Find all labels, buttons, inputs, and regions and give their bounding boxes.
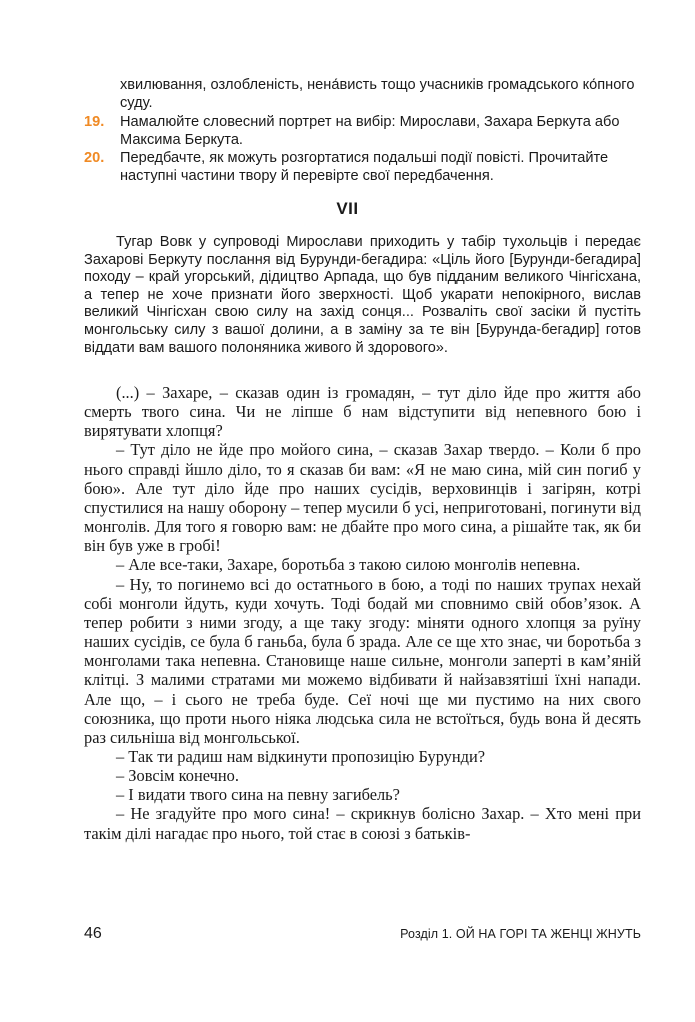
story-paragraph: – І видати твого сина на певну загибель? xyxy=(116,785,400,805)
question-text: Передбачте, як можуть розгортатися подальші події повісті. Прочитайте наступні частини твору й перевірте свої передбачення. xyxy=(120,150,609,185)
story-paragraph: – Але все-таки, Захаре, боротьба з такою силою монголів непевна. xyxy=(116,555,581,575)
summary-paragraph: Тугар Вовк у супроводі Мирослави приходить у табір тухольців і передає Захарові Беркуту послання від Бурунди-бегадира: «Ціль його [Бурунди-бегадира] походу – край угорський, дідицтво Арпада, що був підданим великого Чінгісхана, а тепер не хоче признати його зверхності. Щоб укарати непокірного, вислав великий Чінгісхан свою силу на захід сонця... Розваліть свої засіки й пустіть монгольську силу з вашої долини, а в заміну за те він [Бурунда-бегадир] готов віддати вам вашого полоняника живого й здорового». xyxy=(84,234,641,356)
continuation-text: хвилювання, озлобленість, нена́висть тощо учасників громадського ко́пного суду. xyxy=(120,77,635,112)
story-paragraph: – Зовсім конечно. xyxy=(116,766,239,786)
section-title: VII xyxy=(336,199,359,218)
question-number: 20. xyxy=(84,150,105,167)
story-paragraph: – Не згадуйте про мого сина! – скрикнув болісно Захар. – Хто мені при такім ділі нагадає про нього, той стає в союзі з батьків- xyxy=(84,804,641,843)
questions-block xyxy=(0,76,695,186)
story-paragraph: – Тут діло не йде про мойого сина, – сказав Захар твердо. – Коли б про нього справді йшло діло, то я сказав би вам: «Я не маю сина, мій син погиб у бою». Але тут діло йде про наших сусідів, верховинців і загірян, котрі спустилися на нашу оборону – тепер мусили б усі, неприготовані, погинути від монголів. Для того я говорю вам: не дбайте про мого сина, а рішайте так, як би він був уже в гробі! xyxy=(84,440,641,556)
story-paragraph: – Так ти радиш нам відкинути пропозицію Бурунди? xyxy=(116,746,486,766)
question-text: Намалюйте словесний портрет на вибір: Мирослави, Захара Беркута або Максима Беркута. xyxy=(120,113,620,148)
previous-item-continuation xyxy=(0,76,695,113)
chapter-summary xyxy=(84,234,641,357)
story-paragraph: (...) – Захаре, – сказав один із громадян, – тут діло йде про життя або смерть твого сина. Чи не ліпше б нам відступити від непевного бою і вирятувати хлопця? xyxy=(84,383,641,441)
question-item xyxy=(0,149,695,186)
chapter-running-title: Розділ 1. ОЙ НА ГОРІ ТА ЖЕНЦІ ЖНУТЬ xyxy=(400,927,641,941)
question-number: 19. xyxy=(84,113,105,130)
story-text xyxy=(84,383,641,843)
question-item xyxy=(0,113,695,150)
page-number: 46 xyxy=(84,925,102,942)
story-paragraph: – Ну, то погинемо всі до остатнього в бою, а тоді по наших трупах нехай собі монголи йдуть, куди хочуть. Тоді бодай ми сповнимо свій обов’язок. А тепер робити з ними згоду, а ще таку згоду: міняти одного хлопця за руїну наших сусідів, се була б ганьба, була б зрада. Але се ще хто знає, чи боротьба з монголами така непевна. Становище наше сильне, монголи заперті в кам’яній клітці. З малими стратами ми можемо відбивати й найзавзятіші їхні напади. Але що, – і сього не треба буде. Сеї ночі ще ми пустимо на них свого союзника, що проти нього ніяка людська сила не встоїться, будь вона й десять раз сильніша від монгольської. xyxy=(84,574,641,747)
